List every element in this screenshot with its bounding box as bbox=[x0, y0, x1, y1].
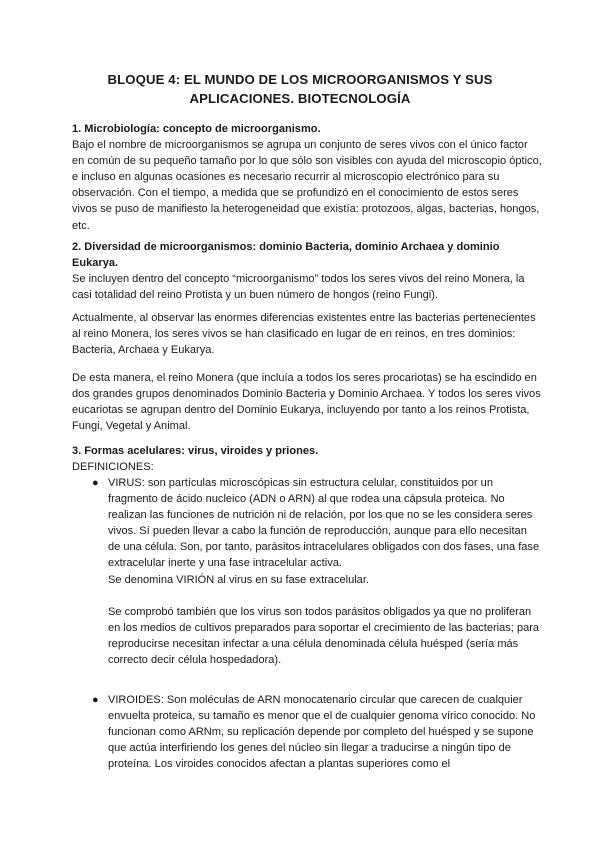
section-2-paragraph-2: Actualmente, al observar las enormes diferencias existentes entre las bacterias pertenecientes al reino Monera, los seres vivos se han clasificado en lugar de en reinos, en tres dominios: Bacteria, Archaea y Eukarya. bbox=[72, 312, 536, 357]
virus-paragraph-3-wrap bbox=[108, 604, 540, 668]
section-2-paragraph-1: Se incluyen dentro del concepto “microorganismo” todos los seres vivos del reino Monera, la casi totalidad del reino Protista y un buen número de hongos (reino Fungi). bbox=[72, 273, 525, 302]
document-title bbox=[60, 70, 540, 108]
viroides-paragraph-1: VIROIDES: Son moléculas de ARN monocatenario circular que carecen de cualquier envuelta proteica, su tamaño es menor que el de cualquier genoma vírico conocido. No funcionan como ARNm, su replicación depende por completo del huésped y se supone que actúa interfiriendo los genes del núcleo sin llegar a traducirse a ningún tipo de proteína. Los viroides conocidos afectan a plantas superiores como el bbox=[108, 694, 536, 771]
section-3-subheading: DEFINICIONES: bbox=[72, 461, 154, 474]
section-2-paragraph-2-wrap bbox=[72, 310, 542, 358]
section-1 bbox=[72, 121, 542, 234]
section-1-heading: 1. Microbiología: concepto de microorganismo. bbox=[72, 123, 321, 135]
title-line-2: APLICACIONES. BIOTECNOLOGÍA bbox=[189, 91, 411, 106]
title-line-1: BLOQUE 4: EL MUNDO DE LOS MICROORGANISMOS Y SUS bbox=[107, 72, 493, 87]
virus-paragraph-1: VIRUS: son partículas microscópicas sin estructura celular, constituidos por un fragmento de ácido nucleico (ADN o ARN) al que rodea una cápsula proteica. No realizan las funciones de nutrición ni de relación, por los que no se les considera seres vivos. Sí pueden llevar a cabo la función de reproducción, aunque para ello necesitan de una célula. Son, por tanto, parásitos intracelulares obligados con dos fases, una fase extracelular inerte y una fase intracelular activa. bbox=[108, 477, 540, 570]
virus-paragraph-3: Se comprobó también que los virus son todos parásitos obligados ya que no proliferan en los medios de cultivos preparados para soportar el crecimiento de las bacterias; para reproducirse necesitan infectar a una célula denominada célula huésped (sería más correcto decir célula hospedadora). bbox=[108, 606, 540, 667]
section-2-heading: 2. Diversidad de microorganismos: dominio Bacteria, dominio Archaea y dominio Eukarya. bbox=[72, 241, 500, 270]
section-1-body: Bajo el nombre de microorganismos se agrupa un conjunto de seres vivos con el único factor en común de su pequeño tamaño por lo que sólo son visibles con ayuda del microscopio óptico, e incluso en algunas ocasiones es necesario recurrir al microscopio electrónico para su observación. Con el tiempo, a medida que se profundizó en el conocimiento de estos seres vivos se puso de manifiesto la heterogeneidad que existía: protozoos, algas, bacterias, hongos, etc. bbox=[72, 139, 542, 232]
bullet-icon: ● bbox=[92, 694, 99, 706]
section-2 bbox=[72, 239, 542, 303]
viroides-definition bbox=[108, 692, 540, 772]
section-2-paragraph-3-wrap bbox=[72, 370, 542, 434]
virus-paragraph-2: Se denomina VIRIÓN al virus en su fase extracelular. bbox=[108, 574, 369, 586]
section-3-heading: 3. Formas acelulares: virus, viroides y priones. bbox=[72, 445, 319, 457]
virus-definition bbox=[108, 475, 540, 572]
bullet-icon: ● bbox=[92, 477, 99, 489]
section-3-header bbox=[72, 443, 542, 475]
virion-definition-wrap bbox=[108, 572, 540, 588]
section-2-paragraph-3: De esta manera, el reino Monera (que incluía a todos los seres procariotas) se ha escindido en dos grandes grupos denominados Dominio Bacteria y Dominio Archaea. Y todos los seres vivos eucariotas se agrupan dentro del Dominio Eukarya, incluyendo por tanto a los reinos Protista, Fungi, Vegetal y Animal. bbox=[72, 372, 541, 433]
